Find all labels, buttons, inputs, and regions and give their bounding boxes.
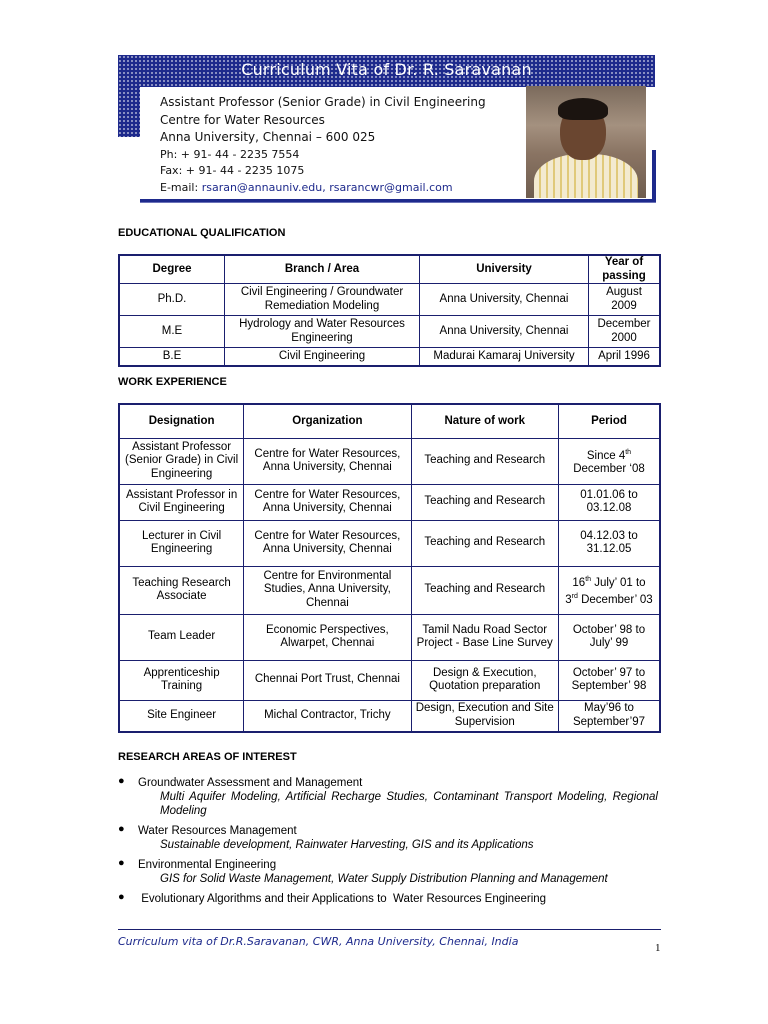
cv-title: Curriculum Vita of Dr. R. Saravanan: [241, 60, 532, 79]
column-header: Degree: [119, 255, 225, 284]
footer-divider: [118, 929, 661, 930]
table-cell: Centre for Environmental Studies, Anna University, Chennai: [244, 566, 411, 614]
list-item: [118, 824, 658, 852]
column-header: Period: [558, 404, 660, 438]
education-table: [118, 254, 661, 367]
period-text: 3: [565, 593, 572, 606]
period-superscript: th: [585, 575, 592, 583]
research-list: [118, 776, 658, 912]
research-area: Environmental Engineering: [138, 859, 277, 871]
research-topics: GIS for Solid Waste Management, Water Supply Distribution Planning and Management: [160, 873, 608, 885]
table-cell: Teaching and Research: [411, 484, 558, 520]
table-cell: [558, 566, 660, 614]
header-divider-thin: [140, 202, 656, 203]
table-cell: Teaching Research Associate: [119, 566, 244, 614]
period-text: 16: [572, 576, 586, 589]
decorative-right-bar: [652, 150, 656, 202]
table-cell: Tamil Nadu Road Sector Project - Base Line Survey: [411, 614, 558, 660]
address-line: Anna University, Chennai – 600 025: [160, 130, 376, 144]
fax-line: Fax: + 91- 44 - 2235 1075: [160, 164, 305, 177]
table-cell: B.E: [119, 348, 225, 366]
table-cell: 04.12.03 to 31.12.05: [558, 520, 660, 566]
period-superscript: th: [625, 448, 632, 456]
table-header-row: [119, 404, 660, 438]
photo-shirt: [534, 154, 638, 198]
column-header: Year of passing: [589, 255, 661, 284]
period-superscript: rd: [571, 593, 578, 600]
column-header: Designation: [119, 404, 244, 438]
table-cell: Anna University, Chennai: [420, 284, 589, 316]
page-number: 1: [655, 942, 661, 954]
table-cell: Hydrology and Water Resources Engineering: [225, 316, 420, 348]
department-line: Centre for Water Resources: [160, 112, 325, 127]
table-cell: Civil Engineering: [225, 348, 420, 366]
table-row: [119, 316, 660, 348]
bullet-icon: ●: [118, 891, 125, 903]
table-cell: Madurai Kamaraj University: [420, 348, 589, 366]
table-cell: October’ 98 to July’ 99: [558, 614, 660, 660]
research-topics: Multi Aquifer Modeling, Artificial Recharge Studies, Contaminant Transport Modeling, Regional Modeling: [160, 791, 658, 817]
table-row: [119, 566, 660, 614]
table-cell: Centre for Water Resources, Anna University, Chennai: [244, 520, 411, 566]
table-cell: April 1996: [589, 348, 661, 366]
photo-hair: [558, 98, 608, 120]
work-table: [118, 403, 661, 733]
table-cell: Centre for Water Resources, Anna University, Chennai: [244, 484, 411, 520]
table-header-row: [119, 255, 660, 284]
table-cell: Lecturer in Civil Engineering: [119, 520, 244, 566]
table-cell: M.E: [119, 316, 225, 348]
column-header: Branch / Area: [225, 255, 420, 284]
column-header: Organization: [244, 404, 411, 438]
title-banner: [118, 55, 655, 87]
period-text: December ‘08: [573, 462, 645, 475]
phone-line: Ph: + 91- 44 - 2235 7554: [160, 147, 300, 161]
footer-text: Curriculum vita of Dr.R.Saravanan, CWR, Anna University, Chennai, India: [118, 935, 519, 948]
list-item: [118, 892, 658, 906]
table-row: [119, 438, 660, 484]
table-cell: Chennai Port Trust, Chennai: [244, 660, 411, 700]
table-cell: Design & Execution, Quotation preparation: [411, 660, 558, 700]
table-row: [119, 484, 660, 520]
table-cell: August 2009: [589, 284, 661, 316]
table-cell: May’96 to September’97: [558, 700, 660, 732]
education-heading: EDUCATIONAL QUALIFICATION: [118, 227, 286, 239]
table-cell: December 2000: [589, 316, 661, 348]
table-cell: 01.01.06 to 03.12.08: [558, 484, 660, 520]
research-area: Evolutionary Algorithms and their Applications to Water Resources Engineering: [138, 893, 547, 905]
profile-photo: [526, 86, 646, 198]
column-header: Nature of work: [411, 404, 558, 438]
table-cell: Teaching and Research: [411, 520, 558, 566]
research-area: Water Resources Management: [138, 825, 297, 837]
email-label: E-mail:: [160, 180, 202, 194]
period-text: July’ 01 to: [591, 576, 646, 589]
table-cell: Civil Engineering / Groundwater Remediation Modeling: [225, 284, 420, 316]
table-cell: Michal Contractor, Trichy: [244, 700, 411, 732]
table-row: [119, 700, 660, 732]
column-header: University: [420, 255, 589, 284]
table-cell: Assistant Professor in Civil Engineering: [119, 484, 244, 520]
table-cell: Design, Execution and Site Supervision: [411, 700, 558, 732]
research-topics: Sustainable development, Rainwater Harvesting, GIS and its Applications: [160, 839, 534, 851]
table-cell: October’ 97 to September’ 98: [558, 660, 660, 700]
bullet-icon: ●: [118, 857, 125, 869]
work-heading: WORK EXPERIENCE: [118, 376, 227, 388]
table-row: [119, 348, 660, 366]
table-cell: Apprenticeship Training: [119, 660, 244, 700]
table-cell: Economic Perspectives, Alwarpet, Chennai: [244, 614, 411, 660]
table-cell: Ph.D.: [119, 284, 225, 316]
table-cell: Teaching and Research: [411, 438, 558, 484]
list-item: [118, 776, 658, 818]
bullet-icon: ●: [118, 775, 125, 787]
table-row: [119, 660, 660, 700]
position-line: Assistant Professor (Senior Grade) in Civil Engineering: [160, 95, 486, 109]
table-row: [119, 614, 660, 660]
table-cell: [558, 438, 660, 484]
table-cell: Team Leader: [119, 614, 244, 660]
table-row: [119, 520, 660, 566]
list-item: [118, 858, 658, 886]
table-cell: Assistant Professor (Senior Grade) in Civil Engineering: [119, 438, 244, 484]
contact-block: [160, 94, 486, 196]
bullet-icon: ●: [118, 823, 125, 835]
table-cell: Anna University, Chennai: [420, 316, 589, 348]
research-area: Groundwater Assessment and Management: [138, 777, 363, 789]
decorative-side-block: [118, 87, 140, 137]
table-cell: Teaching and Research: [411, 566, 558, 614]
email-line: [160, 180, 486, 197]
table-cell: Centre for Water Resources, Anna University, Chennai: [244, 438, 411, 484]
table-cell: Site Engineer: [119, 700, 244, 732]
table-row: [119, 284, 660, 316]
period-text: Since 4: [586, 449, 626, 462]
research-heading: RESEARCH AREAS OF INTEREST: [118, 751, 297, 763]
period-text: December’ 03: [577, 593, 653, 606]
email-links[interactable]: rsaran@annauniv.edu, rsarancwr@gmail.com: [201, 180, 453, 194]
